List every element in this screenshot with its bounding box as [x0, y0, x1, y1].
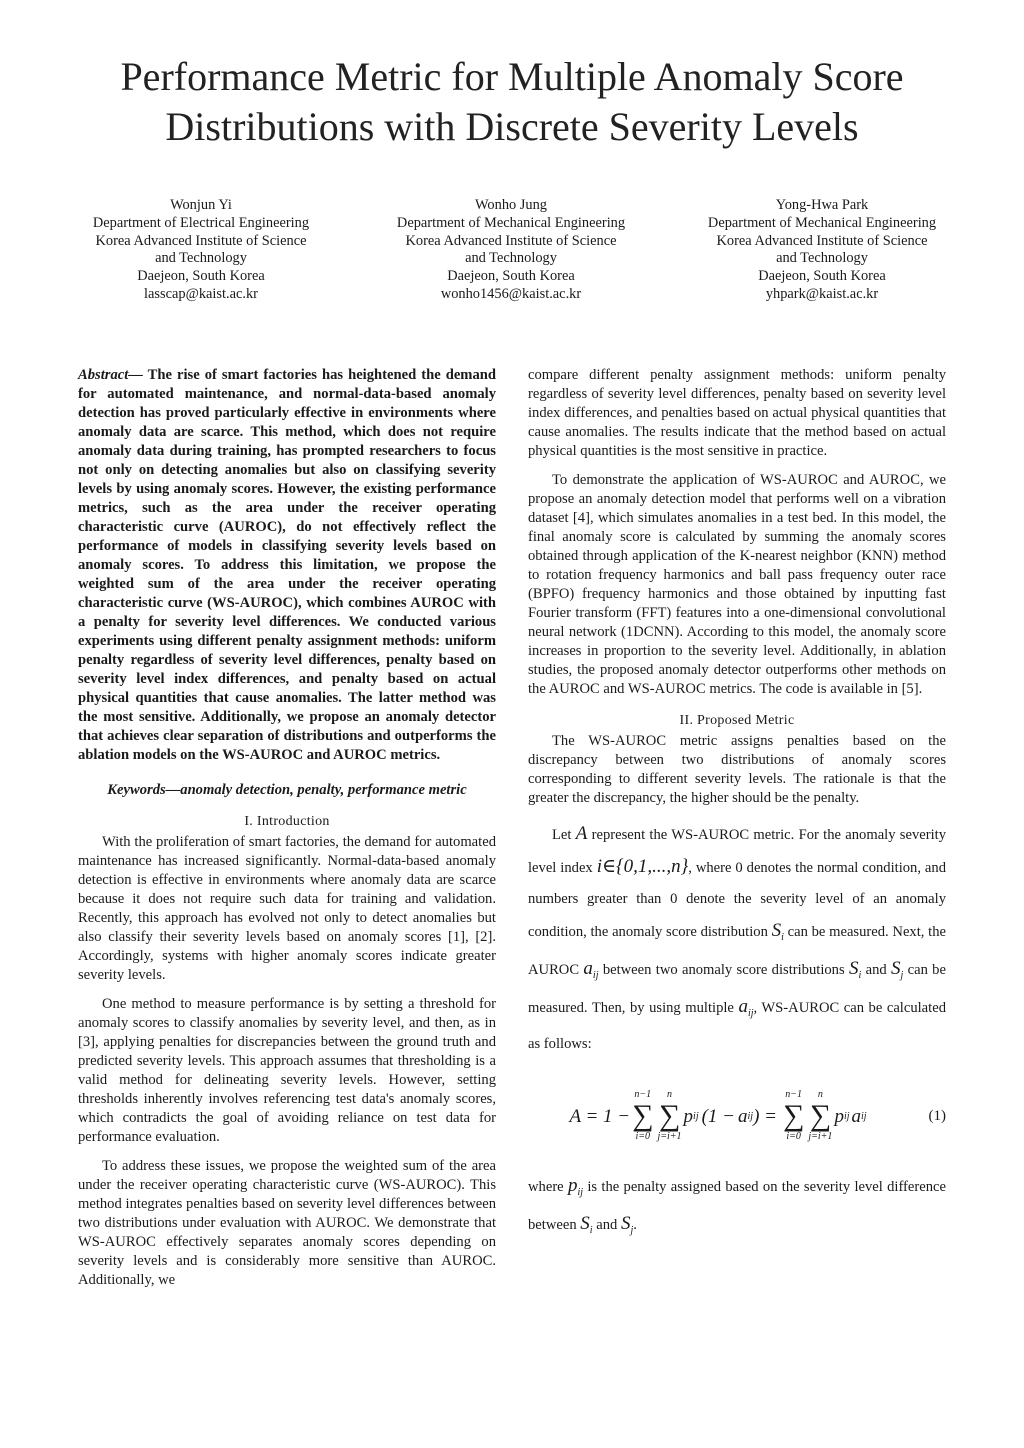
metric-paragraph-2: Let A represent the WS-AUROC metric. For the anomaly severity level index i∈{0,1,...,n}, where 0 denotes the normal condition, and numbers greater than 0 denote the severity level of an anomaly condition, the anomaly score distribution $S_i$ can be measured. Next, the AUROC $a_{ij}$ between two anomaly score distributions $S_i$ and $S_j$ can be measured. Then, by using multiple $a_{ij}$, WS-AUROC can be calculated as follows:	[528, 823, 947, 1052]
section-heading-introduction: I. Introduction	[244, 814, 330, 829]
title-line-2: Distributions with Discrete Severity Levels	[165, 104, 859, 149]
author-institution-cont: and Technology	[776, 250, 868, 267]
equation-number: (1)	[928, 1107, 946, 1124]
metric-paragraph-3: where $p_{ij}$ is the penalty assigned based on the severity level difference between $S_i$ and $S_j$.	[528, 1175, 946, 1236]
author-block-1	[51, 197, 351, 304]
author-block-3	[672, 197, 972, 304]
author-email[interactable]: lasscap@kaist.ac.kr	[144, 285, 258, 302]
author-location: Daejeon, South Korea	[758, 268, 886, 285]
symbol-S: S	[771, 920, 782, 941]
author-name: Wonjun Yi	[170, 197, 232, 213]
symbol-A: A	[575, 823, 588, 844]
summation-i-2: n−1 ∑ i=0	[782, 1089, 805, 1142]
intro-paragraph-4: To demonstrate the application of WS-AUROC and AUROC, we propose an anomaly detection model that performs well on a vibration dataset [4], which simulates anomalies in a test bed. In this model, the final anomaly score is calculated by summing the anomaly scores obtained through application of the K-nearest neighbor (KNN) method to rotation frequency harmonics and ball pass frequency outer race (BPFO) frequency harmonics and those obtained by inputting fast Fourier transform (FFT) features into a one-dimensional convolutional neural network (1DCNN). According to this model, the anomaly score increases in proportion to the severity level. Additionally, in ablation studies, the proposed anomaly detector outperforms other methods on the AUROC and WS-AUROC metrics. The code is available in [5].	[528, 472, 946, 697]
author-department: Department of Mechanical Engineering	[396, 214, 626, 231]
metric-paragraph-1: The WS-AUROC metric assigns penalties based on the discrepancy between two distributions of anomaly scores corresponding to different severity levels. The rationale is that the greater the discrepancy, the higher should be the penalty.	[528, 733, 946, 806]
equation-1	[528, 1070, 946, 1162]
summation-j: n ∑ j=i+1	[657, 1089, 682, 1142]
left-column	[78, 366, 496, 1290]
author-email[interactable]: yhpark@kaist.ac.kr	[765, 285, 879, 302]
author-email[interactable]: wonho1456@kaist.ac.kr	[440, 285, 582, 302]
intro-paragraph-3: To address these issues, we propose the weighted sum of the area under the receiver operating characteristic curve (WS-AUROC). This method integrates penalties based on severity level differences between two distributions under evaluation with AUROC. We demonstrate that WS-AUROC effectively separates anomaly scores depending on severity levels and is considerably more sensitive than AUROC. Additionally, we	[78, 1158, 496, 1288]
author-name: Wonho Jung	[475, 197, 547, 213]
abstract-text: The rise of smart factories has heightened the demand for automated maintenance, and normal-data-based anomaly detection has proved particularly effective in environments where anomaly data are scarce. This method, which does not require anomaly data during training, has prompted researchers to focus not only on detecting anomalies but also on classifying severity levels by using anomaly scores. However, the existing performance metrics, such as the area under the receiver operating characteristic curve (AUROC), do not effectively reflect the performance of models in classifying severity levels based on anomaly scores. To address this limitation, we propose the weighted sum of the area under the receiver operating characteristic curve (WS-AUROC), which combines AUROC with a penalty for severity level differences. We conducted various experiments using different penalty assignment methods: uniform penalty regardless of severity level differences, penalty based on severity level index differences, and penalty based on actual physical quantities that cause anomalies. The latter method was the most sensitive. Additionally, we propose an anomaly detector that achieves clear separation of distributions and outperforms the ablation models on the WS-AUROC and AUROC metrics.	[78, 367, 496, 763]
abstract-label: Abstract—	[78, 367, 143, 383]
right-column	[528, 366, 946, 1246]
title-line-1: Performance Metric for Multiple Anomaly Score	[120, 54, 904, 99]
intro-paragraph-3-cont: compare different penalty assignment methods: uniform penalty regardless of severity level differences, penalty based on severity level index differences, and penalties based on actual physical quantities that cause anomalies. The results indicate that the method based on actual physical quantities is the most sensitive in practice.	[528, 367, 946, 459]
keywords: Keywords—anomaly detection, penalty, performance metric	[107, 782, 467, 798]
intro-paragraph-1: With the proliferation of smart factories, the demand for automated maintenance has increased significantly. Normal-data-based anomaly detection is effective in environments where anomaly data are scarce because it does not require such data for training and validation. Recently, this approach has evolved not only to detect anomalies but also classify their severity levels based on anomaly scores [1], [2]. Accordingly, systems with higher anomaly scores indicate greater severity levels.	[78, 834, 496, 983]
section-heading-proposed-metric: II. Proposed Metric	[679, 713, 795, 728]
author-block-2	[361, 197, 661, 304]
abstract	[78, 366, 496, 765]
author-location: Daejeon, South Korea	[447, 268, 575, 285]
symbol-element-of: ∈	[601, 856, 617, 877]
author-institution: Korea Advanced Institute of Science	[716, 232, 928, 249]
symbol-i: i	[596, 856, 602, 877]
author-location: Daejeon, South Korea	[137, 268, 265, 285]
equation-body: A = 1 − n−1 ∑ i=0 n ∑ j=i+1 p ij (1 − a ij ) = n−1 ∑ i=0 n ∑ j=i+1 p ij a ij	[569, 1089, 867, 1142]
author-name: Yong-Hwa Park	[775, 197, 869, 213]
author-institution: Korea Advanced Institute of Science	[405, 232, 617, 249]
author-department: Department of Electrical Engineering	[92, 214, 310, 231]
author-institution-cont: and Technology	[465, 250, 557, 267]
summation-i: n−1 ∑ i=0	[632, 1089, 654, 1142]
symbol-a: a	[583, 958, 593, 979]
author-institution: Korea Advanced Institute of Science	[95, 232, 307, 249]
summation-j-2: n ∑ j=i+1	[808, 1089, 833, 1142]
author-department: Department of Mechanical Engineering	[707, 214, 937, 231]
symbol-index-set: {0,1,...,n}	[616, 856, 689, 877]
author-institution-cont: and Technology	[155, 250, 247, 267]
intro-paragraph-2: One method to measure performance is by setting a threshold for anomaly scores to classify anomalies by severity level, and then, as in [3], applying penalties for discrepancies between the ground truth and predicted severity levels. This approach assumes that thresholding is a valid method for delineating severity levels. However, setting thresholds inherently involves referencing test data's anomaly scores, which contradicts the goal of avoiding reliance on test data for performance evaluation.	[78, 996, 496, 1145]
paper-title	[60, 52, 964, 152]
